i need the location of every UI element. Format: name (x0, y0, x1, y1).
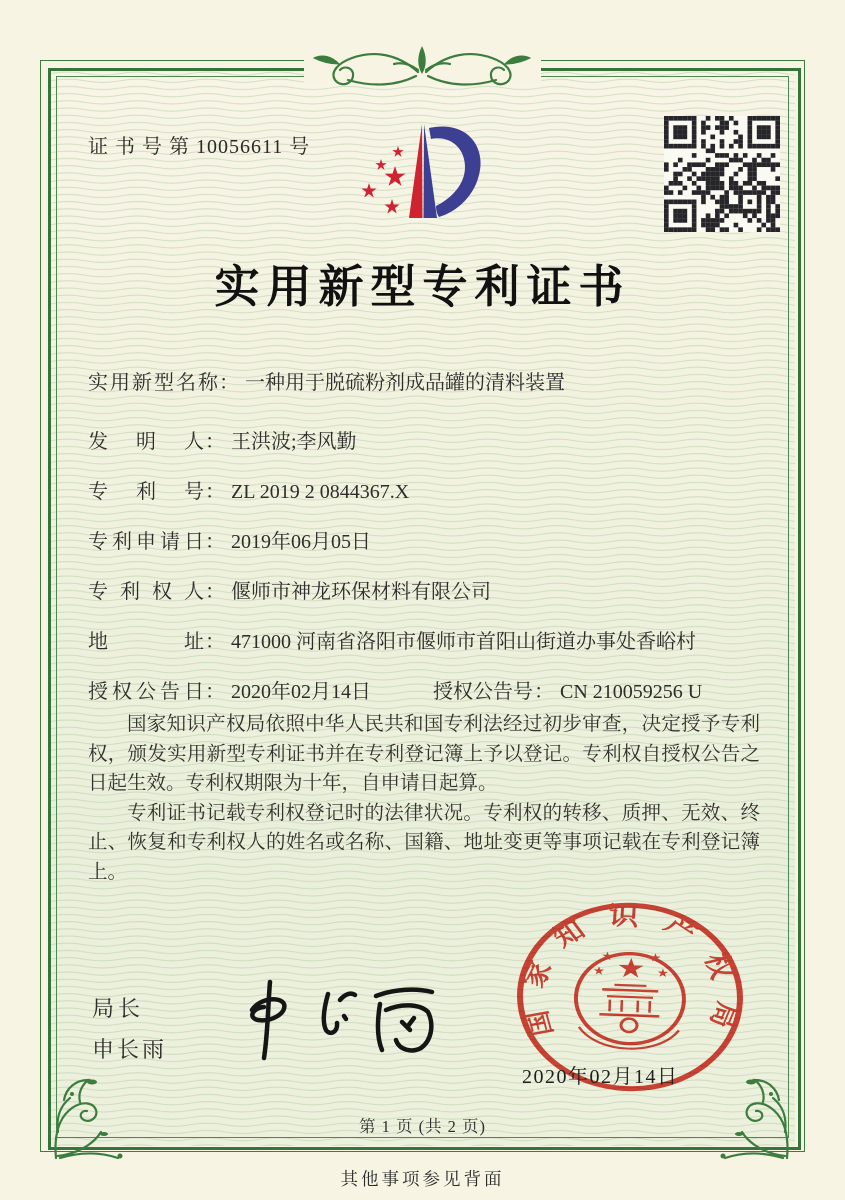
field-label: 专利权人 (88, 581, 204, 603)
field-label: 授权公告号 (433, 681, 533, 703)
field-value: 王洪波;李风勤 (231, 431, 357, 453)
field-value: 471000 河南省洛阳市偃师市首阳山街道办事处香峪村 (231, 631, 696, 653)
field-label: 专利号 (88, 481, 204, 503)
field-colon: ： (534, 681, 554, 703)
field-label: 地址 (88, 631, 204, 653)
body-paragraph-2: 专利证书记载专利权登记时的法律状况。专利权的转移、质押、无效、终止、恢复和专利权人的姓名或名称、国籍、地址变更等事项记载在专利登记簿上。 (88, 802, 760, 883)
field-pair (88, 366, 565, 395)
director-title: 局长 (92, 996, 145, 1021)
field-colon: ： (205, 681, 225, 703)
body-text (88, 710, 760, 887)
field-label: 实用新型名称 (88, 372, 218, 394)
field-pair (433, 675, 702, 704)
field-pair (88, 575, 491, 604)
field-label: 授权公告日 (88, 681, 204, 703)
field-value: ZL 2019 2 0844367.X (231, 481, 410, 503)
field-pair (88, 675, 433, 704)
cnipa-logo-icon (352, 120, 494, 232)
field-value: 一种用于脱硫粉剂成品罐的清料装置 (245, 372, 565, 394)
field-row (88, 425, 789, 453)
top-ornament-icon (300, 40, 545, 98)
field-value: 偃师市神龙环保材料有限公司 (231, 581, 491, 603)
field-row (88, 675, 789, 703)
certificate-title: 实用新型专利证书 (214, 262, 631, 312)
field-colon: ： (205, 581, 225, 603)
body-paragraph-1: 国家知识产权局依照中华人民共和国专利法经过初步审查，决定授予专利权，颁发实用新型专利证书并在专利登记簿上予以登记。专利权自授权公告之日起生效。专利权期限为十年，自申请日起算。 (88, 714, 760, 794)
field-label: 专利申请日 (88, 531, 204, 553)
field-pair (88, 525, 433, 554)
field-row (88, 525, 789, 553)
seal-date: 2020年02月14日 (522, 1066, 679, 1088)
field-value: CN 210059256 U (560, 681, 703, 703)
field-row (88, 575, 789, 603)
field-row (88, 475, 789, 503)
field-colon: ： (205, 431, 225, 453)
page-indicator: 第 1 页 (共 2 页) (358, 1117, 487, 1136)
director-signature (224, 970, 454, 1065)
fields (88, 366, 789, 725)
field-colon: ： (219, 372, 239, 394)
field-label: 发明人 (88, 431, 204, 453)
field-pair (88, 425, 433, 454)
field-value: 2019年06月05日 (231, 531, 371, 553)
seal-text: 国家知识产权局 (513, 901, 747, 1050)
director-name: 申长雨 (92, 1037, 168, 1062)
field-row (88, 625, 789, 653)
back-note: 其他事项参见背面 (340, 1169, 505, 1189)
field-row (88, 366, 789, 394)
qr-code (664, 116, 780, 232)
field-pair (88, 475, 433, 504)
field-colon: ： (205, 481, 225, 503)
svg-text:国家知识产权局 (512, 898, 749, 1050)
field-colon: ： (205, 631, 225, 653)
field-value: 2020年02月14日 (231, 681, 371, 703)
field-pair (88, 625, 696, 654)
field-colon: ： (205, 531, 225, 553)
certificate-number: 证 书 号 第 10056611 号 (88, 136, 311, 158)
